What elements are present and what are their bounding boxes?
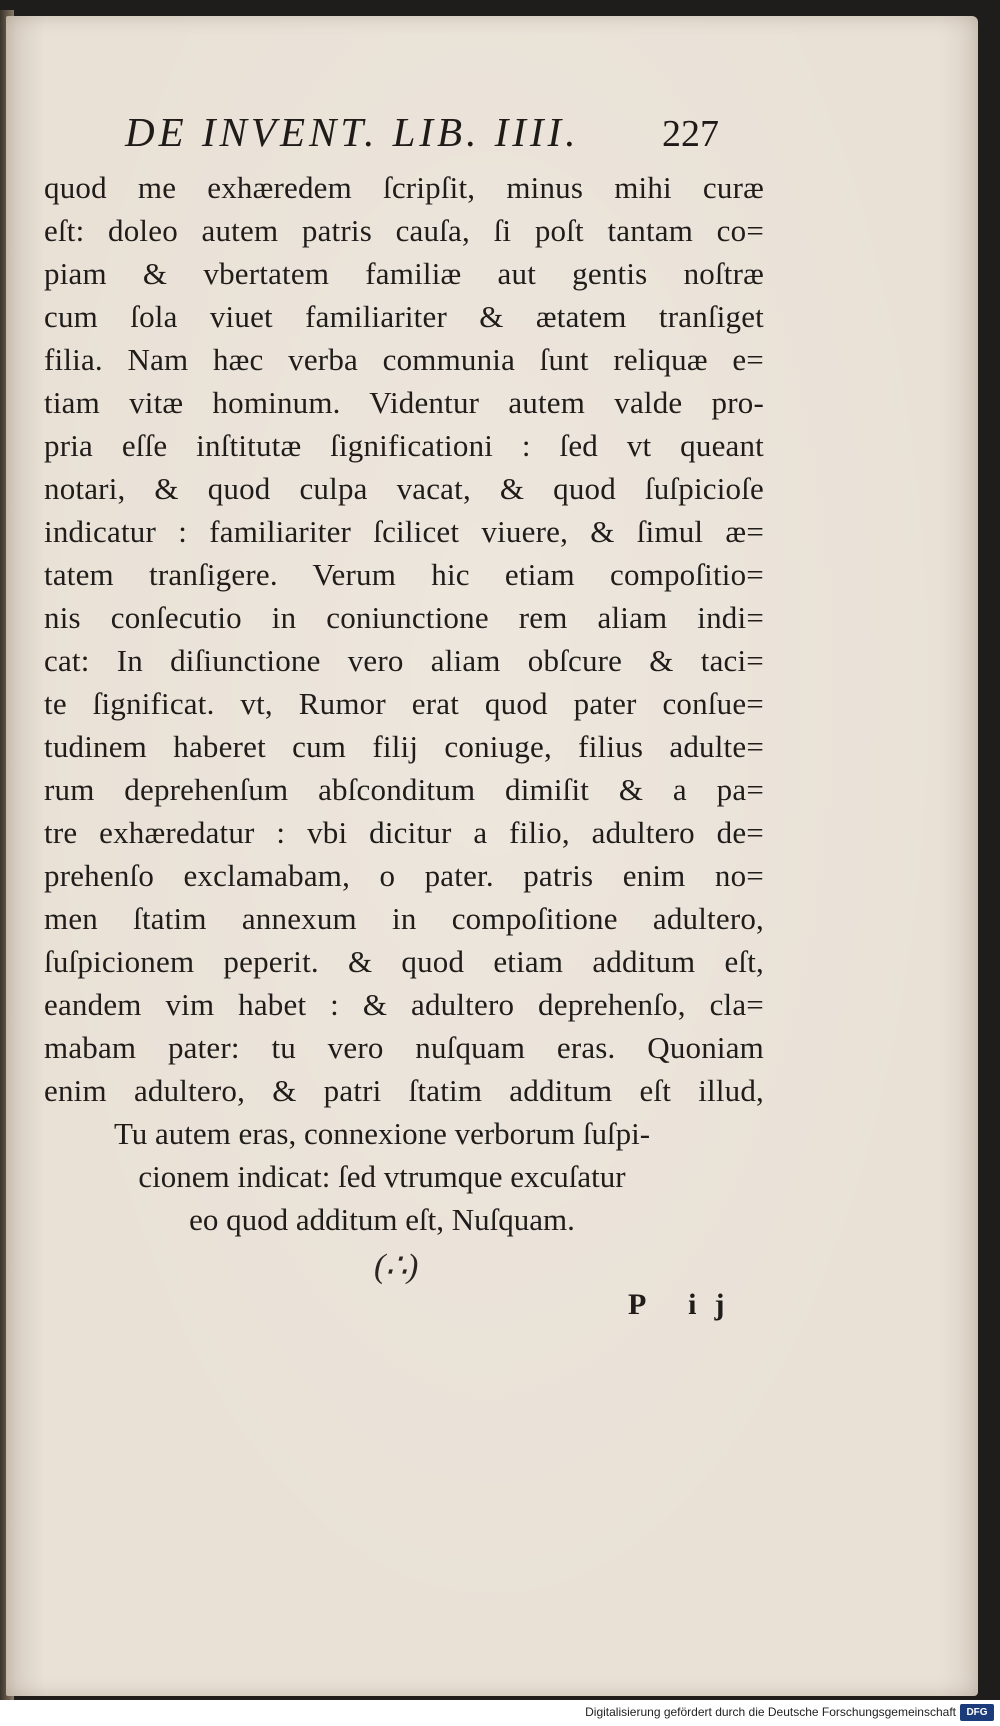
- text-line: pria eſſe inſtitutæ ſignificationi : ſed vt queant: [44, 428, 764, 463]
- text-line: notari, & quod culpa vacat, & quod ſuſpicioſe: [44, 471, 764, 506]
- text-line: tre exhæredatur : vbi dicitur a filio, adultero de=: [44, 815, 764, 850]
- text-line: rum deprehenſum abſconditum dimiſit & a pa=: [44, 772, 764, 807]
- running-head: DE INVENT. LIB. IIII.: [125, 109, 580, 155]
- closing-paragraph: [0, 1112, 1000, 1241]
- text-line: cum ſola viuet familiariter & ætatem tranſiget: [44, 299, 764, 334]
- text-line: quod me exhæredem ſcripſit, minus mihi curæ: [44, 170, 764, 205]
- text-line: ſuſpicionem peperit. & quod etiam additum eſt,: [44, 944, 764, 979]
- signature-mark: P ij: [628, 1288, 743, 1321]
- text-line: nis conſecutio in coniunctione rem aliam indi=: [44, 600, 764, 635]
- end-ornament: (∴): [374, 1248, 419, 1285]
- body-text: [44, 166, 764, 1112]
- digitization-credit: Digitalisierung gefördert durch die Deutsche Forschungsgemeinschaft: [585, 1705, 956, 1719]
- text-line: tiam vitæ hominum. Videntur autem valde pro-: [44, 385, 764, 420]
- text-line: mabam pater: tu vero nuſquam eras. Quoniam: [44, 1030, 764, 1065]
- closing-line: cionem indicat: ſed vtrumque excuſatur: [138, 1159, 626, 1194]
- text-line: te ſignificat. vt, Rumor erat quod pater conſue=: [44, 686, 764, 721]
- closing-line: eo quod additum eſt, Nuſquam.: [189, 1202, 575, 1237]
- text-line: prehenſo exclamabam, o pater. patris enim no=: [44, 858, 764, 893]
- page-number: 227: [662, 113, 719, 155]
- text-line: tatem tranſigere. Verum hic etiam compoſitio=: [44, 557, 764, 592]
- text-line: men ſtatim annexum in compoſitione adultero,: [44, 901, 764, 936]
- text-line: piam & vbertatem familiæ aut gentis noſtræ: [44, 256, 764, 291]
- text-line: cat: In diſiunctione vero aliam obſcure & taci=: [44, 643, 764, 678]
- closing-line: Tu autem eras, connexione verborum ſuſpi-: [113, 1116, 651, 1151]
- text-line: filia. Nam hæc verba communia ſunt reliquæ e=: [44, 342, 764, 377]
- text-line: tudinem haberet cum filij coniuge, filius adulte=: [44, 729, 764, 764]
- text-line: eandem vim habet : & adultero deprehenſo, cla=: [44, 987, 764, 1022]
- text-line: enim adultero, & patri ſtatim additum eſt illud,: [44, 1073, 764, 1108]
- dfg-logo-icon: DFG: [960, 1704, 994, 1721]
- text-line: indicatur : familiariter ſcilicet viuere, & ſimul æ=: [44, 514, 764, 549]
- text-line: eſt: doleo autem patris cauſa, ſi poſt tantam co=: [44, 213, 764, 248]
